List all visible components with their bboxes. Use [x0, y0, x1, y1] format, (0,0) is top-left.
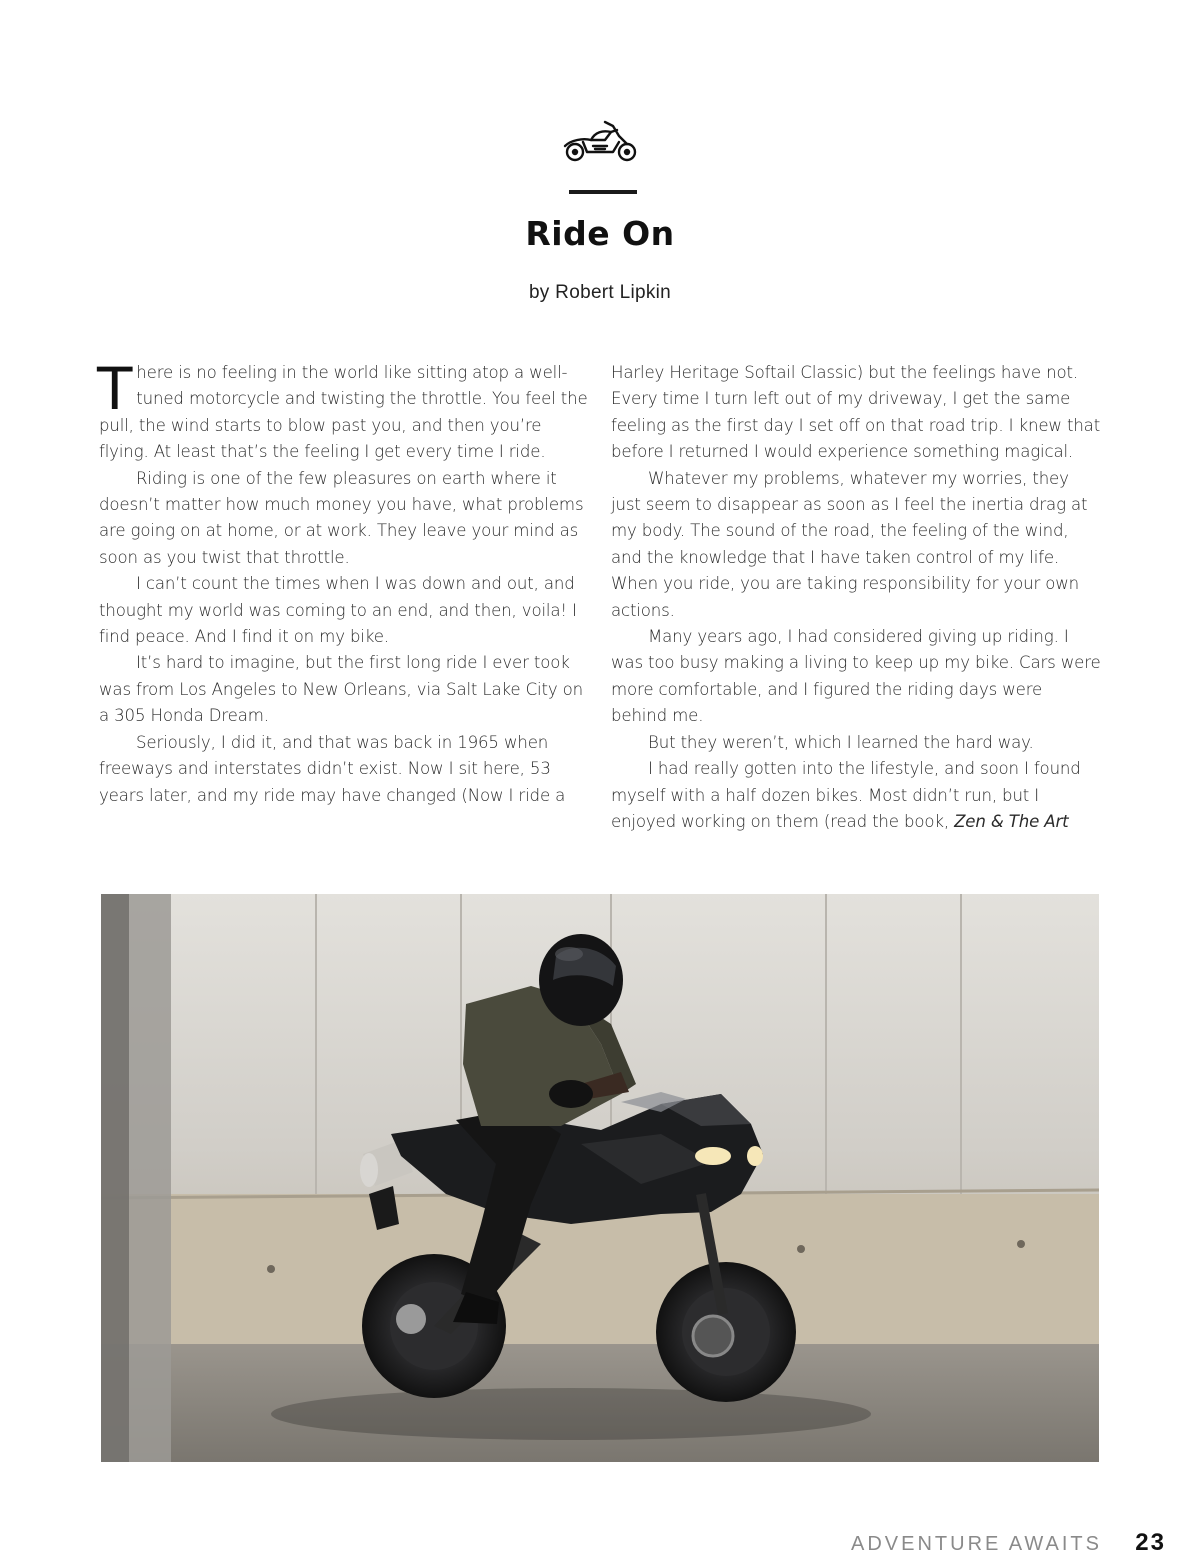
motorcycle-rider-photo	[101, 894, 1099, 1462]
title-divider	[569, 190, 637, 194]
paragraph: Many years ago, I had considered giving up riding. I was too busy making a living to keep up my bike. Cars were more comfortable, and I figured the riding days were behind me.	[611, 627, 1101, 726]
motorcycle-icon	[561, 118, 639, 166]
paragraph: Harley Heritage Softail Classic) but the feelings have not. Every time I turn left out of my driveway, I get the same feeling as the first day I set off on that road trip. I knew that before I returned I would experience something magical.	[611, 363, 1101, 462]
footer-section-title: ADVENTURE AWAITS	[851, 1533, 1102, 1555]
article-byline: by Robert Lipkin	[528, 282, 672, 303]
paragraph: Whatever my problems, whatever my worries, they just seem to disappear as soon as I feel the inertia drag at my body. The sound of the road, the feeling of the wind, and the knowledge that I have taken control of my life. When you ride, you are taking responsibility for your own actions.	[611, 468, 1088, 620]
page-number: 23	[1135, 1529, 1166, 1556]
paragraph: I can’t count the times when I was down and out, and thought my world was coming to an end, and then, voila! I find peace. And I find it on my bike.	[99, 574, 577, 647]
paragraph: There is no feeling in the world like sitting atop a well-tuned motorcycle and twisting the throttle. You feel the pull, the wind starts to blow past you, and then you’re flying. At least that’s the feeling I get every time I ride.	[97, 355, 588, 462]
paragraph: Seriously, I did it, and that was back in 1965 when freeways and interstates didn’t exist. Now I sit here, 53 years later, and my ride may have changed (Now I ride a	[99, 732, 566, 805]
book-title: Zen & The Art	[954, 811, 1069, 831]
paragraph: But they weren’t, which I learned the hard way.	[648, 732, 1034, 752]
article-column-right	[611, 360, 1103, 835]
paragraph: I had really gotten into the lifestyle, and soon I found myself with a half dozen bikes. Most didn’t run, but I enjoyed working on them (read the book, Zen & The Art	[611, 759, 1081, 831]
drop-cap: T	[97, 355, 133, 423]
article-title: Ride On	[525, 214, 675, 253]
paragraph: Riding is one of the few pleasures on earth where it doesn’t matter how much money you have, what problems are going on at home, or at work. They leave your mind as soon as you twist that throttle.	[99, 468, 584, 567]
article-column-left	[97, 355, 591, 809]
paragraph: It’s hard to imagine, but the first long ride I ever took was from Los Angeles to New Orleans, via Salt Lake City on a 305 Honda Dream.	[99, 653, 583, 726]
